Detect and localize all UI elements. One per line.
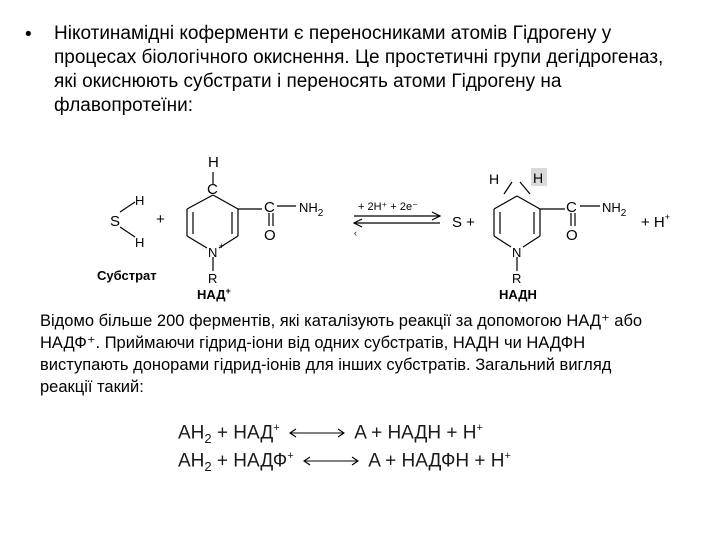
amide-group: $NH_2$ — [299, 200, 324, 219]
equation-reactant: + НАД — [211, 422, 274, 444]
bullet-point: • — [25, 24, 32, 45]
subscript: 2 — [204, 459, 212, 475]
intro-line: Нікотинамідні коферменти є переносниками атомів Гідрогену у — [54, 23, 612, 44]
middle-line: Відомо більше 200 ферментів, які каталізують реакції за допомогою НАД⁺ або — [40, 312, 643, 330]
arrow-top-label: + 2H⁺ + 2e⁻ — [358, 201, 418, 213]
plus-sign: + — [156, 211, 165, 228]
atom-c: C — [264, 199, 275, 216]
equation-product: A + НАДН + H — [354, 422, 477, 444]
equation-reactant: + НАДФ — [211, 450, 288, 472]
equations-block — [178, 414, 578, 475]
middle-paragraph — [40, 310, 700, 398]
atom-s: S — [110, 213, 121, 230]
nad-label: НАД+ — [197, 286, 231, 302]
amide-group: $NH_2$ — [602, 200, 627, 219]
subscript: 2 — [204, 431, 212, 447]
proton-product: + H+ — [641, 212, 671, 231]
middle-line: реакції такий: — [40, 378, 144, 396]
atom-c: C — [566, 199, 577, 216]
superscript: + — [504, 450, 511, 462]
atom-n: N — [512, 245, 522, 260]
substrate-label: Субстрат — [97, 268, 157, 283]
middle-line: виступають донорами гідрид-іонів для інших субстратів. Загальний вигляд — [40, 356, 612, 374]
double-arrow-icon — [288, 427, 346, 439]
equation-product: A + НАДФН + H — [368, 450, 505, 472]
atom-h: H — [208, 154, 219, 171]
atom-r: R — [208, 271, 218, 286]
atom-h: H — [135, 193, 145, 208]
nadh-label: НАДН — [499, 287, 537, 302]
superscript: + — [273, 422, 280, 434]
intro-line: процесах біологічного окиснення. Це простетичні групи дегідрогеназ, — [54, 47, 664, 68]
equation-reactant: AH — [178, 422, 205, 444]
atom-h: H — [533, 170, 544, 186]
atom-c: C — [207, 181, 218, 198]
atom-n: N — [208, 245, 218, 260]
atom-h: H — [489, 171, 500, 187]
product-s: S + — [452, 214, 475, 231]
equation-reactant: AH — [178, 450, 205, 472]
superscript: + — [476, 422, 483, 434]
superscript: + — [287, 450, 294, 462]
intro-line: які окиснюють субстрати і переносять атоми Гідрогену на — [54, 71, 562, 92]
atom-r: R — [512, 271, 522, 286]
equation-line — [178, 442, 578, 475]
intro-line: флавопротеїни: — [54, 95, 194, 116]
atom-h: H — [135, 235, 145, 250]
atom-o: O — [566, 227, 578, 244]
atom-o: O — [264, 227, 276, 244]
equation-line — [178, 414, 578, 447]
double-arrow-icon — [302, 455, 360, 467]
arrow-bottom-label: ‹ — [354, 228, 357, 238]
charge-plus: + — [219, 241, 225, 251]
middle-line: НАДФ⁺. Приймаючи гідрид-іони від одних субстратів, НАДН чи НАДФН — [40, 334, 586, 352]
